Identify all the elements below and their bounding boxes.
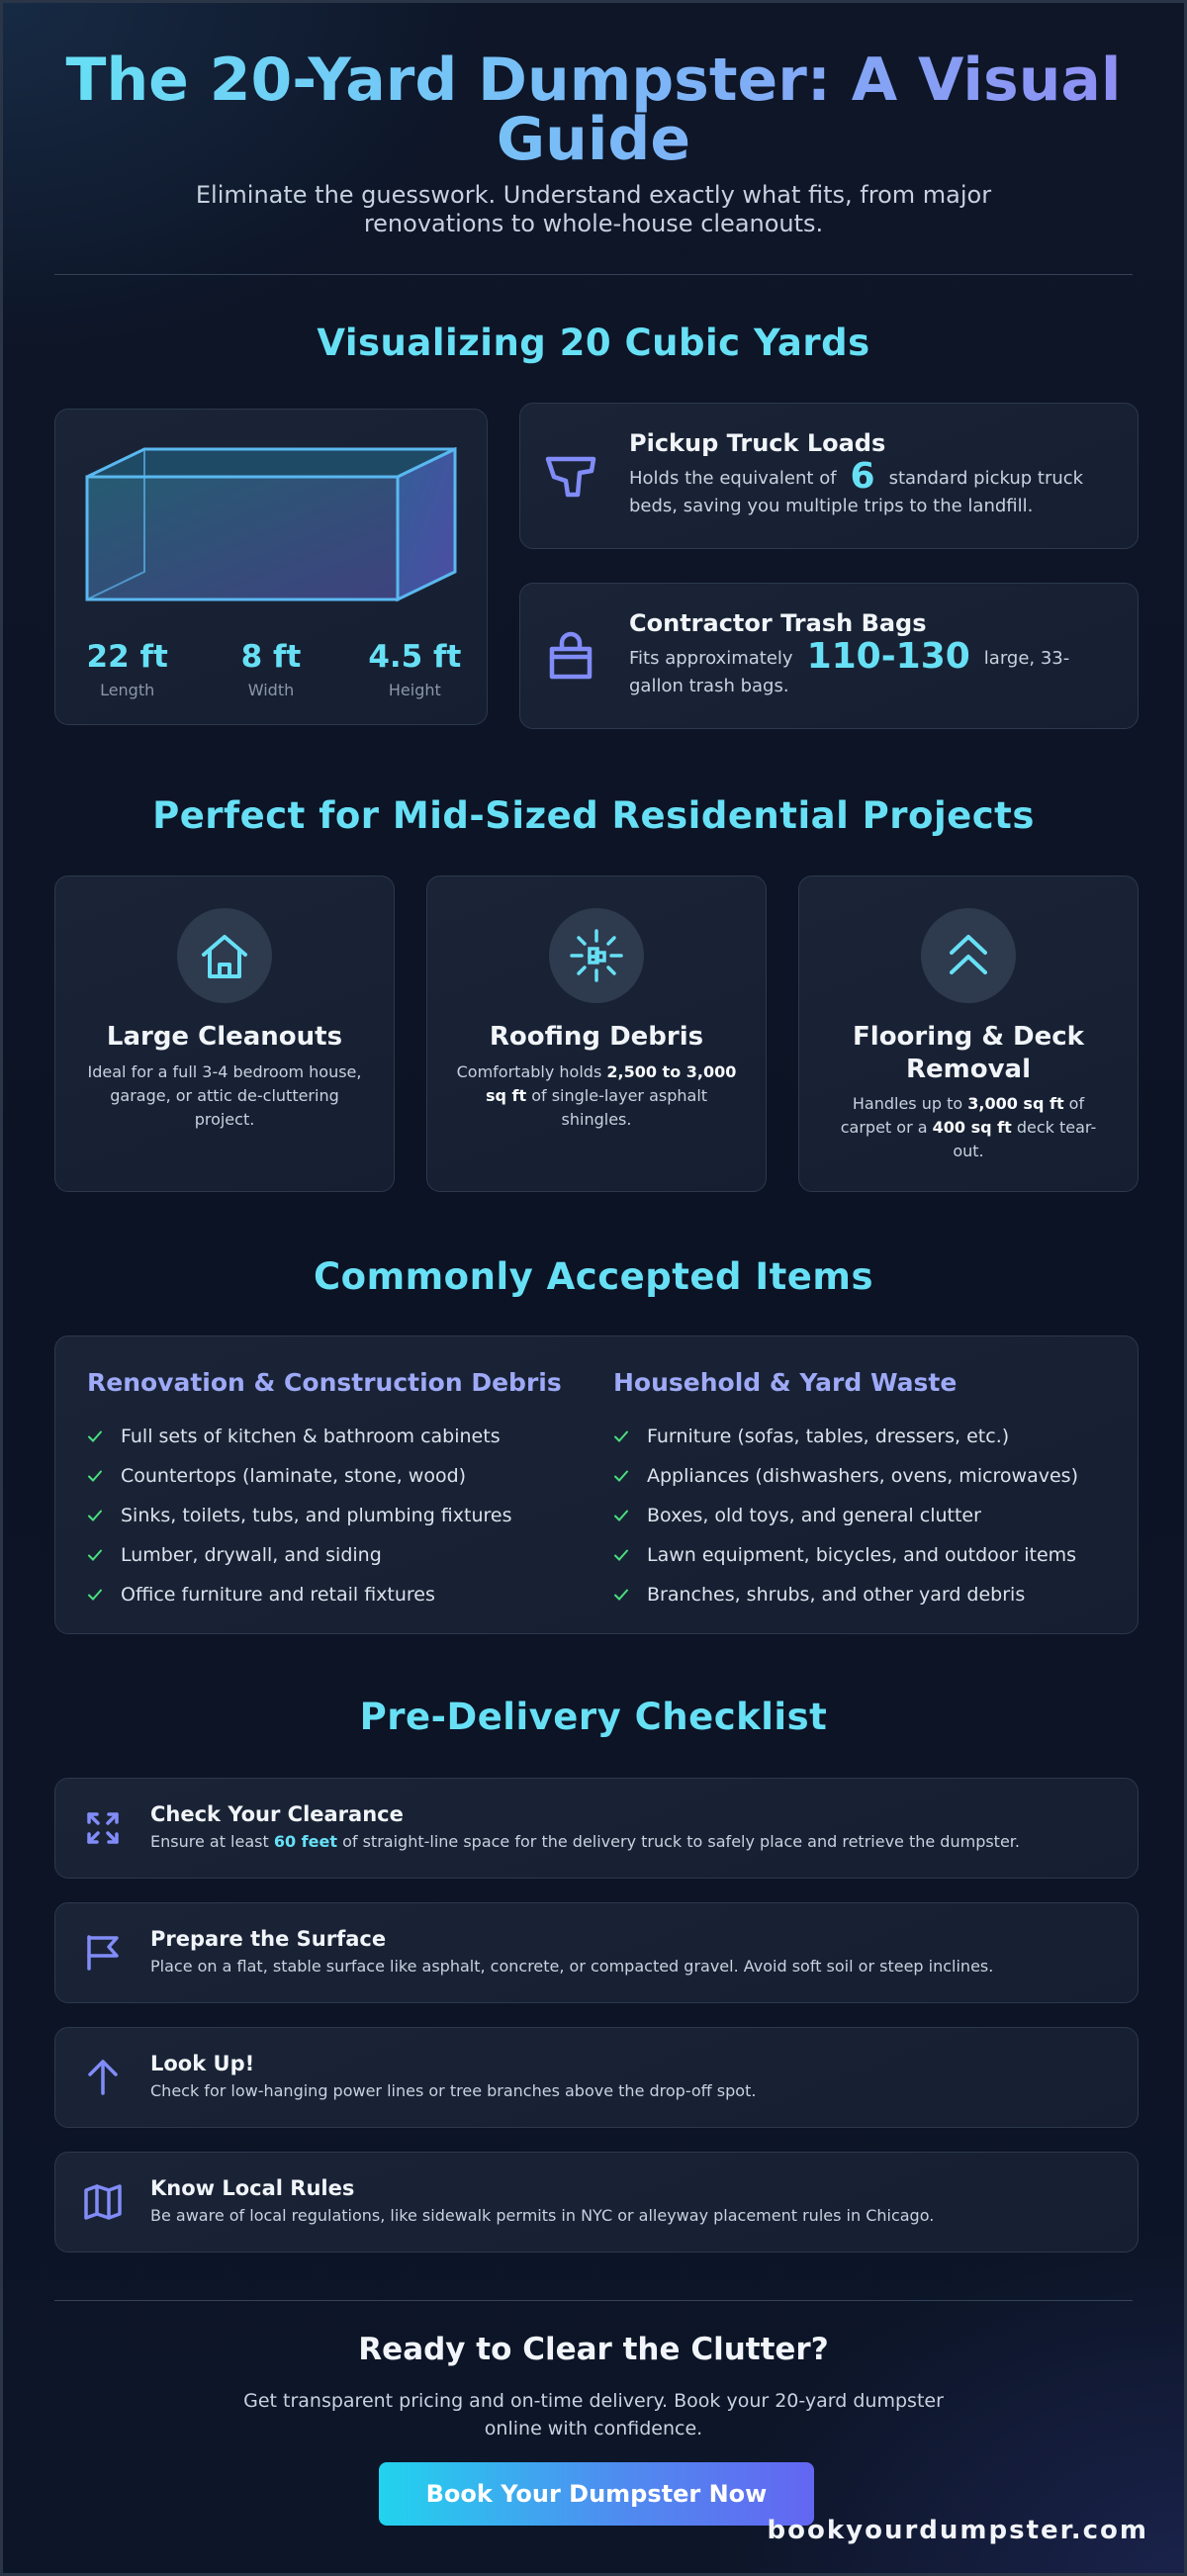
dimension-label: Height [388, 681, 441, 699]
home-icon [198, 929, 251, 982]
check-icon [87, 1428, 103, 1444]
items-column-household [613, 1368, 1108, 1614]
dimension-length [55, 639, 199, 699]
dimension-label: Width [247, 681, 295, 699]
checklist-title: Know Local Rules [150, 2176, 355, 2200]
list-item-text: Full sets of kitchen & bathroom cabinets [121, 1426, 501, 1447]
checklist-item-local-rules [54, 2152, 1139, 2253]
dimension-width [199, 639, 342, 699]
project-text-part: of single-layer asphalt shingles. [526, 1086, 708, 1129]
trash-bags-card [519, 583, 1139, 729]
pickup-title: Pickup Truck Loads [629, 429, 886, 457]
column-heading: Renovation & Construction Debris [87, 1368, 562, 1397]
checklist-item-clearance [54, 1778, 1139, 1879]
project-text [827, 1092, 1110, 1163]
list-item-text: Lumber, drywall, and siding [121, 1544, 382, 1566]
divider [54, 274, 1133, 275]
check-icon [613, 1468, 629, 1484]
cta-text: Get transparent pricing and on-time delivery. Book your 20-yard dumpster online with confidence. [243, 2390, 944, 2439]
checklist-highlight: 60 feet [273, 1832, 337, 1851]
checklist-text [150, 1832, 1020, 1851]
bags-number: 110-130 [806, 636, 970, 677]
check-icon [87, 1468, 103, 1484]
icon-circle [921, 908, 1016, 1003]
project-title: Large Cleanouts [106, 1022, 343, 1052]
project-text-bold: 2,500 to 3,000 sq ft [485, 1062, 737, 1105]
items-column-renovation [87, 1368, 582, 1614]
section-title-visualizing: Visualizing 20 Cubic Yards [317, 322, 870, 364]
project-text [455, 1060, 738, 1132]
list-item-text: Branches, shrubs, and other yard debris [647, 1584, 1026, 1606]
checklist-title: Check Your Clearance [150, 1802, 404, 1826]
list-item [613, 1496, 1108, 1535]
brand-url: bookyourdumpster.com [767, 2516, 1148, 2545]
check-icon [87, 1587, 103, 1603]
checklist-text: Be aware of local regulations, like sidewalk permits in NYC or alleyway placement rules in Chicago. [150, 2206, 935, 2225]
checklist-title: Prepare the Surface [150, 1927, 387, 1951]
accepted-items-card [54, 1335, 1139, 1634]
list-item-text: Sinks, toilets, tubs, and plumbing fixtures [121, 1505, 512, 1526]
checklist-text: Place on a flat, stable surface like asphalt, concrete, or compacted gravel. Avoid soft soil or steep inclines. [150, 1957, 994, 1976]
pickup-text-after: standard pickup truck beds, saving you multiple trips to the landfill. [629, 468, 1084, 516]
flag-icon [83, 1933, 123, 1973]
list-item-text: Countertops (laminate, stone, wood) [121, 1465, 467, 1487]
dimension-height [343, 639, 487, 699]
dimension-value: 22 ft [86, 639, 168, 675]
checklist-title: Look Up! [150, 2052, 255, 2075]
double-chevron-up-icon [944, 931, 993, 980]
dimension-row [55, 639, 487, 699]
section-title-checklist: Pre-Delivery Checklist [359, 1696, 828, 1738]
project-text-bold: 400 sq ft [932, 1118, 1012, 1137]
icon-circle [549, 908, 644, 1003]
section-title-projects: Perfect for Mid-Sized Residential Projects [152, 794, 1035, 837]
arrow-up-icon [83, 2058, 123, 2097]
check-icon [613, 1508, 629, 1523]
pickup-number: 6 [850, 456, 875, 497]
list-item [613, 1456, 1108, 1496]
pickup-text [629, 456, 1098, 520]
dimensions-card [54, 409, 488, 725]
project-title: Flooring & Deck Removal [853, 1022, 1084, 1084]
column-heading: Household & Yard Waste [613, 1368, 958, 1397]
list-item [613, 1535, 1108, 1575]
list-item-text: Office furniture and retail fixtures [121, 1584, 435, 1606]
list-item [87, 1456, 582, 1496]
list-item [87, 1496, 582, 1535]
divider [54, 2300, 1133, 2301]
project-text: Ideal for a full 3-4 bedroom house, garage, or attic de-cluttering project. [87, 1062, 362, 1129]
list-item-text: Lawn equipment, bicycles, and outdoor items [647, 1544, 1077, 1566]
bags-title: Contractor Trash Bags [629, 609, 927, 637]
list-item-text: Appliances (dishwashers, ovens, microwaves) [647, 1465, 1078, 1487]
dimension-value: 4.5 ft [368, 639, 462, 675]
list-item-text: Boxes, old toys, and general clutter [647, 1505, 981, 1526]
map-icon [83, 2182, 123, 2222]
cta-title: Ready to Clear the Clutter? [358, 2332, 829, 2367]
list-item-text: Furniture (sofas, tables, dressers, etc.) [647, 1426, 1010, 1447]
checklist-item-surface [54, 1902, 1139, 2003]
project-text-bold: 3,000 sq ft [967, 1094, 1064, 1113]
bags-text-after: large, 33-gallon trash bags. [629, 648, 1070, 696]
check-icon [613, 1547, 629, 1563]
check-icon [87, 1547, 103, 1563]
expand-arrows-icon [83, 1808, 123, 1848]
check-icon [613, 1587, 629, 1603]
shopping-bag-icon [542, 627, 599, 685]
page-subtitle: Eliminate the guesswork. Understand exactly what fits, from major renovations to whole-house cleanouts. [195, 181, 992, 237]
project-card-flooring [798, 875, 1139, 1192]
project-text-part: Comfortably holds [456, 1062, 607, 1081]
dimension-label: Length [100, 681, 155, 699]
list-item [87, 1575, 582, 1614]
project-card-roofing [426, 875, 767, 1192]
page-title: The 20-Yard Dumpster: A Visual Guide [54, 50, 1133, 169]
shingles-burst-icon [568, 927, 625, 984]
book-dumpster-button[interactable]: Book Your Dumpster Now [379, 2462, 814, 2526]
pickup-bed-icon [542, 447, 599, 505]
project-title: Roofing Debris [489, 1022, 704, 1052]
project-card-cleanouts [54, 875, 395, 1192]
checklist-text: Check for low-hanging power lines or tree branches above the drop-off spot. [150, 2081, 757, 2100]
bags-text [629, 636, 1098, 700]
list-item [613, 1575, 1108, 1614]
checklist-text-part: Ensure at least [150, 1832, 274, 1851]
list-item [87, 1417, 582, 1456]
pickup-truck-card [519, 403, 1139, 549]
project-text-part: of carpet or a [840, 1094, 1085, 1137]
checklist-item-look-up [54, 2027, 1139, 2128]
checklist-text-part: of straight-line space for the delivery truck to safely place and retrieve the dumpster. [337, 1832, 1020, 1851]
list-item [87, 1535, 582, 1575]
bags-text-before: Fits approximately [629, 648, 793, 669]
dimension-value: 8 ft [240, 639, 302, 675]
dumpster-box-icon [85, 447, 459, 621]
check-icon [613, 1428, 629, 1444]
pickup-text-before: Holds the equivalent of [629, 468, 837, 489]
project-text-part: Handles up to [852, 1094, 968, 1113]
icon-circle [177, 908, 272, 1003]
check-icon [87, 1508, 103, 1523]
list-item [613, 1417, 1108, 1456]
section-title-accepted: Commonly Accepted Items [314, 1255, 873, 1298]
project-text-part: deck tear-out. [953, 1118, 1097, 1160]
